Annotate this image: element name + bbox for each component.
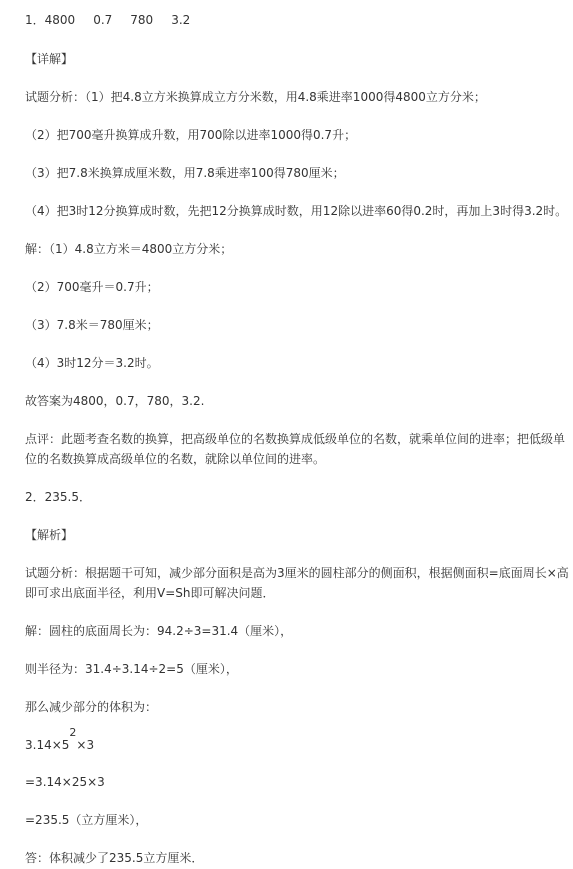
q1-solution-2: （2）700毫升＝0.7升； (25, 280, 159, 294)
q1-analysis-3: （3）把7.8米换算成厘米数，用7.8乘进率100得780厘米； (25, 166, 345, 180)
q1-solution-1: 解：（1）4.8立方米＝4800立方分米； (25, 242, 233, 256)
formula-exponent: 2 (69, 726, 77, 739)
q1-answer-line (25, 12, 190, 28)
q1-analysis-4: （4）把3时12分换算成时数，先把12分换算成时数，用12除以进率60得0.2时，再加上3时得3.2时。 (25, 204, 568, 218)
q1-answer-2: 0.7 (93, 13, 113, 27)
q2-section-label: 【解析】 (25, 528, 74, 542)
q1-answer-4: 3.2 (171, 13, 191, 27)
q1-solution-3: （3）7.8米＝780厘米； (25, 318, 159, 332)
q1-conclusion: 故答案为4800，0.7，780，3.2. (25, 394, 205, 408)
formula-tail: ×3 (76, 738, 95, 752)
q1-analysis-2: （2）把700毫升换算成升数，用700除以进率1000得0.7升； (25, 128, 357, 142)
q2-solution-1: 解：圆柱的底面周长为：94.2÷3=31.4（厘米）， (25, 624, 293, 638)
q2-step-2: =235.5（立方厘米）， (25, 813, 148, 827)
q2-analysis-line-2: 即可求出底面半径，利用V=Sh即可解决问题． (25, 586, 275, 600)
q2-formula (25, 726, 95, 754)
q1-answer-1: 1．4800 (25, 13, 76, 27)
q2-answer-line: 2．235.5． (25, 490, 91, 504)
q1-comment-line-1: 点评：此题考查名数的换算，把高级单位的名数换算成低级单位的名数，就乘单位间的进率；把低级单 (25, 432, 566, 446)
q2-final-answer: 答：体积减少了235.5立方厘米． (25, 851, 204, 865)
q1-comment-line-2: 位的名数换算成高级单位的名数，就除以单位间的进率。 (25, 452, 326, 466)
q1-analysis-1: 试题分析：（1）把4.8立方米换算成立方分米数，用4.8乘进率1000得4800立方分米； (25, 90, 486, 104)
q2-solution-3: 那么减少部分的体积为： (25, 700, 158, 714)
q1-solution-4: （4）3时12分＝3.2时。 (25, 356, 159, 370)
q1-section-label: 【详解】 (25, 52, 74, 66)
q2-analysis-line-1: 试题分析：根据题干可知，减少部分面积是高为3厘米的圆柱部分的侧面积，根据侧面积=底面周长×高 (25, 566, 569, 580)
q1-answer-3: 780 (130, 13, 154, 27)
q2-step-1: =3.14×25×3 (25, 775, 105, 789)
q2-solution-2: 则半径为：31.4÷3.14÷2=5（厘米）， (25, 662, 238, 676)
formula-base: 3.14×5 (25, 738, 70, 752)
